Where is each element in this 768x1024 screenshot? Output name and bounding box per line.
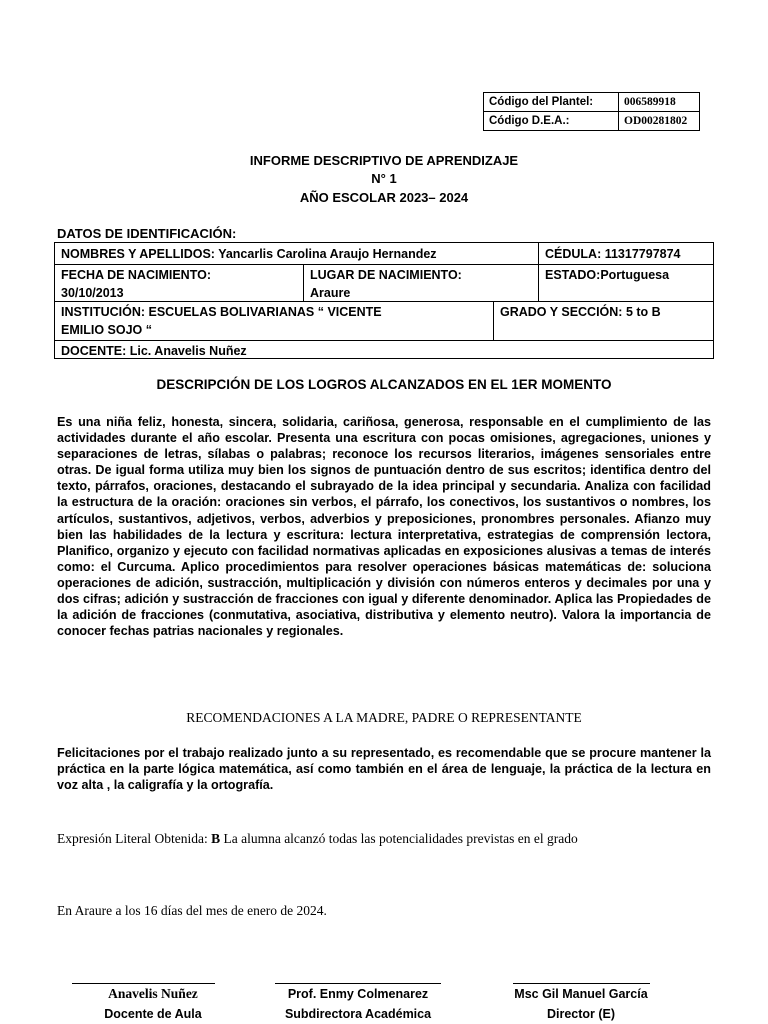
birth-date-label: FECHA DE NACIMIENTO: — [61, 268, 211, 282]
birth-place-value: Araure — [310, 286, 351, 300]
signature-director — [486, 984, 676, 1024]
literal-expression-prefix: Expresión Literal Obtenida: — [57, 831, 212, 846]
institution-line: EMILIO SOJO “ — [61, 323, 152, 337]
birth-place-label: LUGAR DE NACIMIENTO: — [310, 268, 462, 282]
report-title: INFORME DESCRIPTIVO DE APRENDIZAJE — [249, 153, 519, 168]
code-row-dea — [484, 112, 700, 131]
institution — [55, 301, 493, 341]
code-label: Código del Plantel: — [484, 93, 619, 112]
recommendations-text: Felicitaciones por el trabajo realizado junto a su representado, es recomendable que se procure mantener la práctica en la parte lógica matemática, así como también en el área de lenguaje, la práctica de la lectura en voz alta , la caligrafía y la ortografía. — [57, 746, 711, 793]
birth-state: ESTADO:Portuguesa — [545, 268, 670, 282]
teacher: DOCENTE: Lic. Anavelis Nuñez — [61, 344, 247, 358]
birth-date — [55, 264, 303, 304]
identification-heading: DATOS DE IDENTIFICACIÓN: — [57, 226, 237, 241]
signature-subdirector — [258, 984, 458, 1024]
code-label: Código D.E.A.: — [484, 112, 619, 131]
literal-expression-description: La alumna alcanzó todas las potencialidades previstas en el grado — [220, 831, 578, 846]
signature-name: Msc Gil Manuel García — [514, 987, 648, 1001]
literal-expression — [57, 831, 711, 847]
identification-table — [54, 242, 714, 359]
code-value: OD00281802 — [619, 112, 700, 131]
birth-place — [304, 264, 538, 304]
code-value: 006589918 — [619, 93, 700, 112]
achievements-text: Es una niña feliz, honesta, sincera, solidaria, cariñosa, generosa, responsable en el cumplimiento de las actividades durante el año escolar. Presenta una escritura con pocas omisiones, agregaciones, uniones y separaciones de letras, sílabas o palabras; reconoce los recursos literarios, imágenes sensoriales entre otras. De igual forma utiliza muy bien los signos de puntuación dentro de sus escritos; identifica dentro del texto, párrafos, oraciones, destacando el subrayado de la idea principal y secundaria. Analiza con facilidad la estructura de la oración: oraciones sin verbos, el párrafo, los conectivos, los sustantivos o nombres, los artículos, sustantivos, adjetivos, verbos, adverbios y preposiciones, pronombres personales. Afianzo muy bien las habilidades de la lectura y escritura: lectura interpretativa, estrategias de comprensión lectora, Planifico, organizo y ejecuto con facilidad normativas aplicadas en exposiciones alusivas a temas de interés como: el Curcuma. Aplico procedimientos para resolver operaciones básicas matemáticas de: soluciona operaciones de adición, sustracción, multiplicación y división con números enteros y decimales por una y dos cifras; adición y sustracción de fracciones con igual y diferente denominador. Aplica las Propiedades de la adición de fracciones (conmutativa, asociativa, distributiva y elemento neutro). Valora la importancia de conocer fechas patrias nacionales y regionales. — [57, 415, 711, 639]
signature-role: Docente de Aula — [104, 1007, 202, 1021]
signature-teacher — [58, 984, 248, 1024]
school-year: AÑO ESCOLAR 2023– 2024 — [299, 190, 469, 205]
signature-role: Director (E) — [546, 1007, 616, 1021]
institution-line: INSTITUCIÓN: ESCUELAS BOLIVARIANAS “ VICENTE — [61, 305, 382, 319]
signature-name: Prof. Enmy Colmenarez — [287, 987, 429, 1001]
literal-grade: B — [211, 831, 221, 846]
signature-name: Anavelis Nuñez — [108, 986, 198, 1001]
signature-role: Subdirectora Académica — [284, 1007, 432, 1021]
date-line: En Araure a los 16 días del mes de enero de 2024. — [57, 903, 327, 918]
code-row-plantel — [484, 93, 700, 112]
grade-section: GRADO Y SECCIÓN: 5 to B — [500, 305, 661, 319]
recommendations-heading: RECOMENDACIONES A LA MADRE, PADRE O REPRESENTANTE — [186, 710, 582, 725]
codes-table — [483, 92, 700, 131]
report-number: N° 1 — [371, 171, 397, 186]
achievements-heading: DESCRIPCIÓN DE LOS LOGROS ALCANZADOS EN EL 1ER MOMENTO — [156, 377, 612, 392]
student-id: CÉDULA: 11317797874 — [545, 247, 681, 261]
student-name: NOMBRES Y APELLIDOS: Yancarlis Carolina Araujo Hernandez — [61, 247, 437, 261]
birth-date-value: 30/10/2013 — [61, 286, 124, 300]
